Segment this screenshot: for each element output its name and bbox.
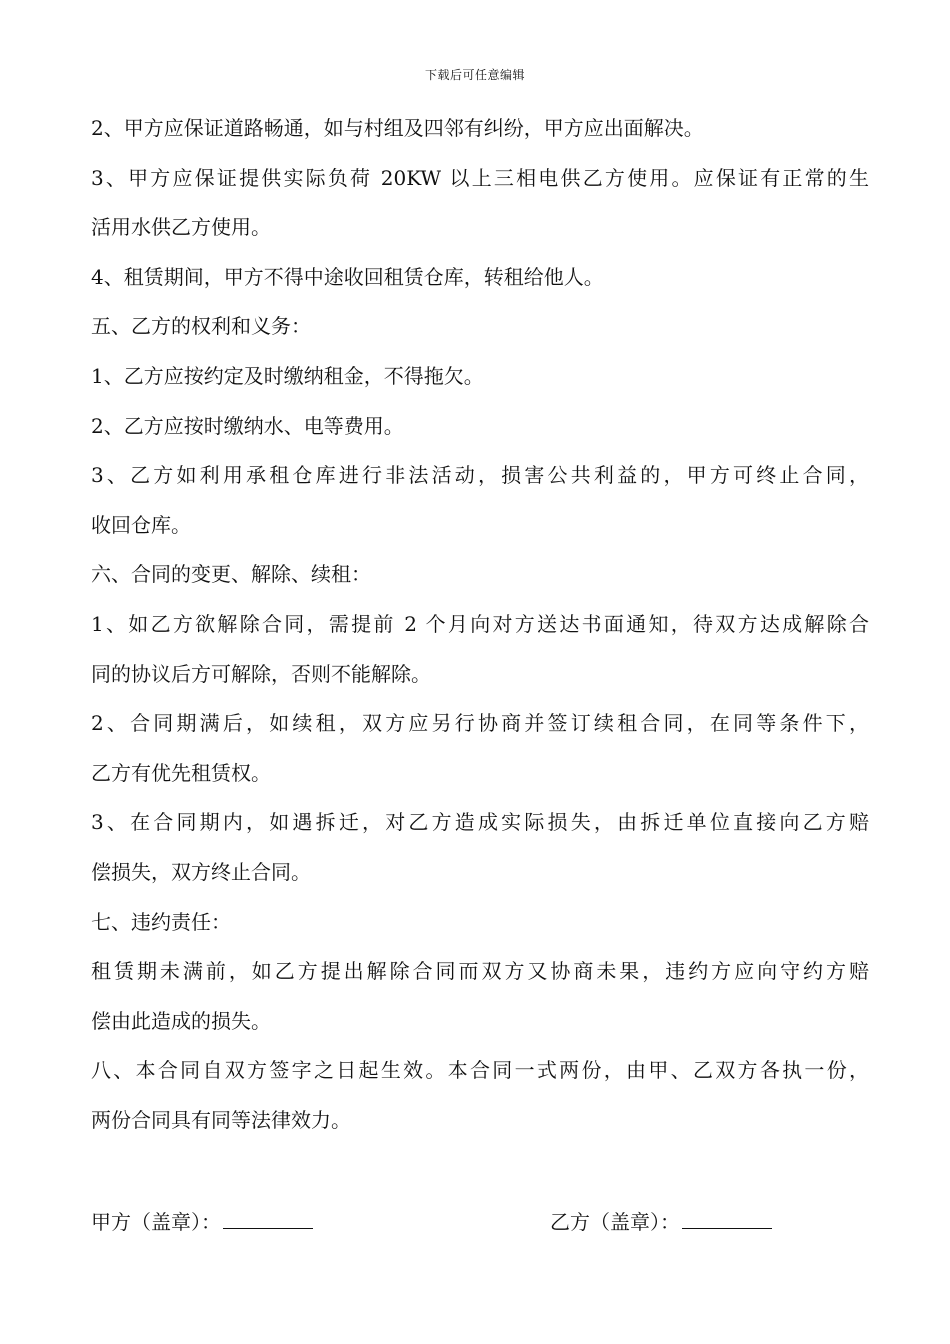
section-heading: 五、乙方的权利和义务： [91, 314, 311, 339]
clause-line: 2、乙方应按时缴纳水、电等费用。 [91, 413, 404, 438]
clause-line: 1、如乙方欲解除合同，需提前 2 个月向对方送达书面通知，待双方达成解除合 [91, 611, 869, 636]
party-a-label: 甲方（盖章）： [91, 1210, 221, 1234]
party-b-label: 乙方（盖章）： [550, 1210, 680, 1234]
clause-line: 偿损失，双方终止合同。 [91, 859, 311, 884]
party-b-signature [550, 1204, 772, 1240]
clause-line: 1、乙方应按约定及时缴纳租金，不得拖欠。 [91, 363, 484, 388]
section-heading: 六、合同的变更、解除、续租： [91, 562, 371, 587]
clause-line: 3、乙方如利用承租仓库进行非法活动，损害公共利益的，甲方可终止合同， [91, 463, 869, 488]
party-a-signature-blank[interactable] [223, 1204, 313, 1229]
clause-line: 3、在合同期内，如遇拆迁，对乙方造成实际损失，由拆迁单位直接向乙方赔 [91, 810, 869, 835]
clause-line: 两份合同具有同等法律效力。 [91, 1107, 351, 1132]
party-b-signature-blank[interactable] [682, 1204, 772, 1229]
clause-line: 2、甲方应保证道路畅通，如与村组及四邻有纠纷，甲方应出面解决。 [91, 116, 704, 140]
header-note: 下载后可任意编辑 [424, 68, 525, 82]
section-heading: 七、违约责任： [91, 909, 231, 934]
clause-line: 乙方有优先租赁权。 [91, 760, 271, 785]
clause-line: 偿由此造成的损失。 [91, 1008, 271, 1033]
clause-line: 活用水供乙方使用。 [91, 215, 271, 240]
clause-line: 4、租赁期间，甲方不得中途收回租赁仓库，转租给他人。 [91, 264, 604, 289]
signature-row [91, 1204, 869, 1244]
clause-line: 收回仓库。 [91, 512, 191, 537]
clause-line: 2、合同期满后，如续租，双方应另行协商并签订续租合同，在同等条件下， [91, 711, 869, 736]
clause-line: 同的协议后方可解除，否则不能解除。 [91, 661, 431, 686]
clause-line: 3、甲方应保证提供实际负荷 20KW 以上三相电供乙方使用。应保证有正常的生 [91, 165, 869, 190]
clause-line: 租赁期未满前，如乙方提出解除合同而双方又协商未果，违约方应向守约方赔 [91, 959, 869, 984]
contract-body [91, 104, 869, 1145]
clause-line: 八、本合同自双方签字之日起生效。本合同一式两份，由甲、乙双方各执一份， [91, 1058, 869, 1083]
party-a-signature [91, 1204, 313, 1240]
